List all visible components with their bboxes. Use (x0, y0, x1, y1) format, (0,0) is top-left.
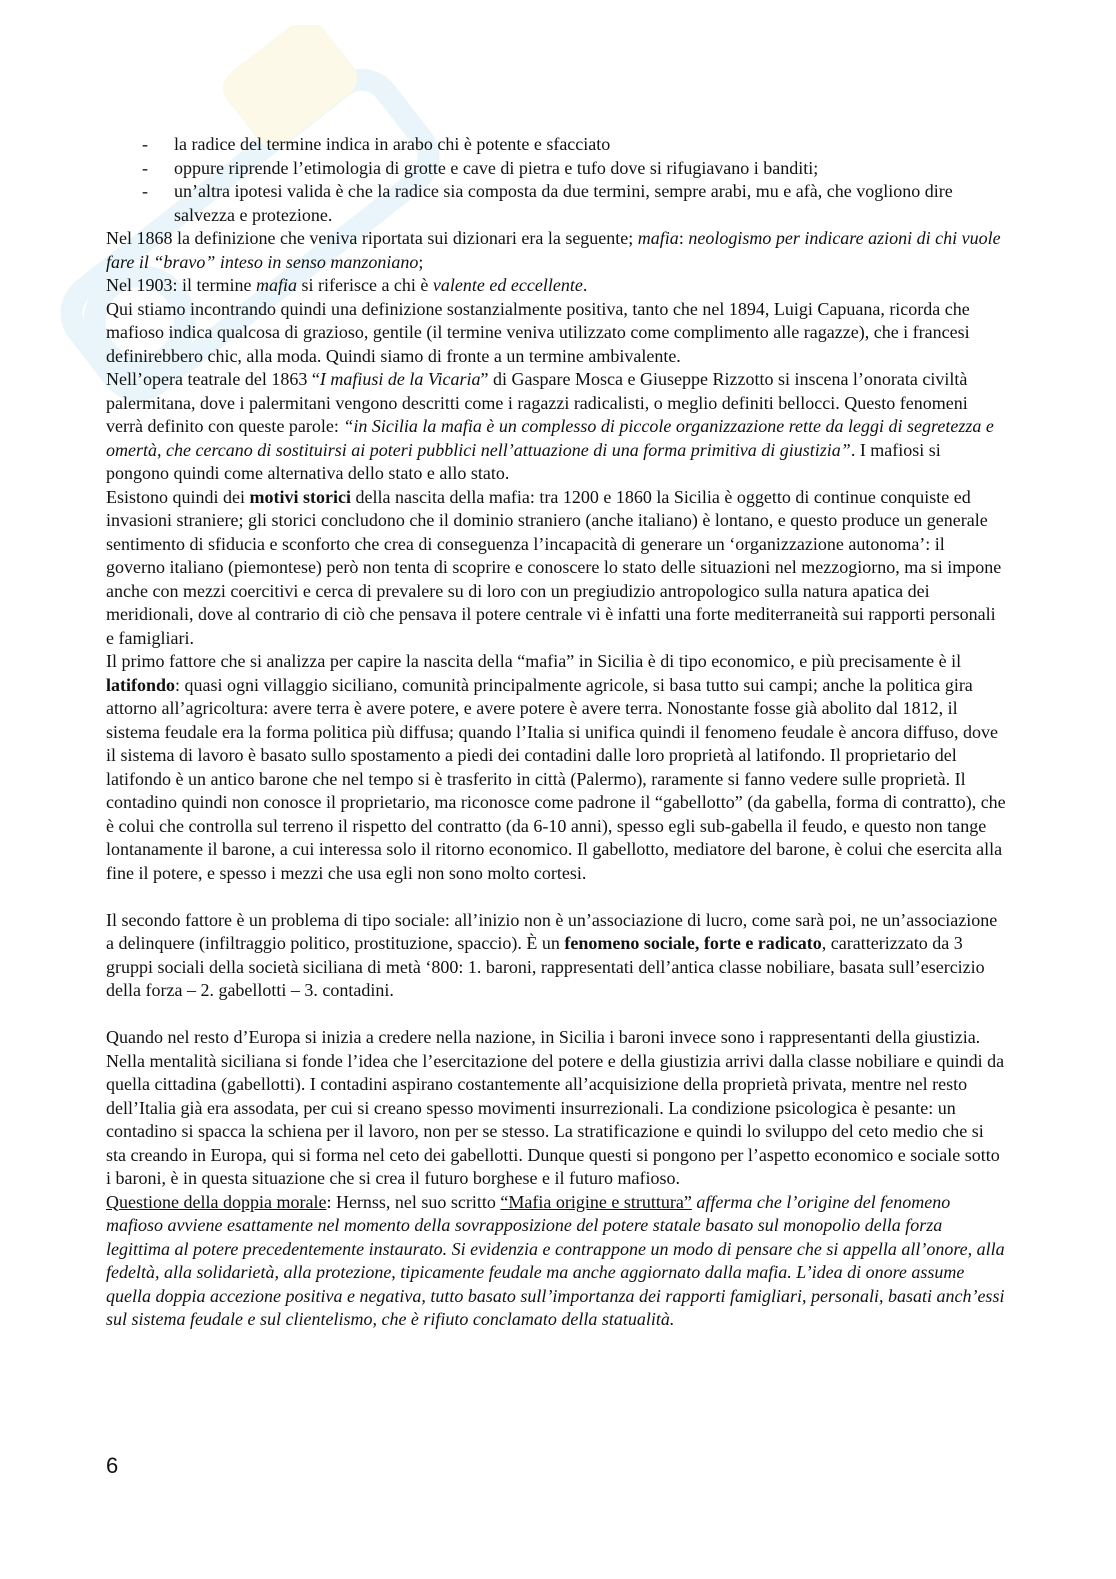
list-item-text: un’altra ipotesi valida è che la radice sia composta da due termini, sempre arabi, mu e afà, che vogliono dire salvezza e protezione. (174, 181, 953, 225)
paragraph-gap (106, 885, 1006, 909)
paragraph-europe-comparison: Quando nel resto d’Europa si inizia a credere nella nazione, in Sicilia i baroni invece sono i rappresentanti della giustizia. Nella mentalità siciliana si fonde l’idea che l’esercitazione del potere e della giustizia arrivi dalla classe nobiliare e quindi da quella cittadina (gabellotti). I contadini aspirano costantemente all’acquisizione della proprietà privata, mentre nel resto dell’Italia già era assodata, per cui si creano spesso movimenti insurrezionali. La condizione psicologica è pesante: un contadino si spacca la schiena per il lavoro, non per se stesso. La stratificazione e quindi lo sviluppo del ceto medio che si sta creando in Europa, qui si forma nel ceto dei gabellotti. Dunque questi si pongono per l’aspetto economico e sociale sotto i baroni, è in questa situazione che si crea il futuro borghese e il futuro mafioso. (106, 1027, 1005, 1188)
paragraph-latifondo (106, 650, 1006, 885)
text-run: . (582, 275, 588, 295)
bullet-dash: - (142, 157, 148, 178)
text-run: ; (418, 251, 424, 272)
bold-run: motivi storici (249, 486, 351, 507)
italic-run: mafia (637, 228, 679, 248)
paragraph-gap (106, 1003, 1006, 1027)
page-number: 6 (106, 1453, 119, 1478)
list-item (106, 180, 1006, 227)
text-run: Nel 1903: il termine (106, 275, 256, 295)
italic-run: “in Sicilia la mafia è un complesso di piccole organizzazione rette da leggi di segretezza e omertà, che cercano di sostituirsi ai poteri pubblici nell’attuazione di una forma primitiva di giustizia” (106, 416, 994, 460)
underline-run: “Mafia origine e struttura” (500, 1191, 692, 1212)
list-item-text: la radice del termine indica in arabo chi è potente e sfacciato (174, 134, 611, 154)
italic-run: mafia (255, 275, 297, 295)
paragraph-positive-definition: Qui stiamo incontrando quindi una definizione sostanzialmente positiva, tanto che nel 1894, Luigi Capuana, ricorda che mafioso indica qualcosa di grazioso, gentile (il termine veniva utilizzato come complimento alle ragazze), che i francesi definirebbero chic, alla moda. Quindi siamo di fronte a un termine ambivalente. (106, 298, 970, 366)
bold-run: fenomeno sociale, forte e radicato (564, 933, 822, 953)
text-run: . I mafiosi si pongono quindi come alternativa dello stato e allo stato. (106, 439, 941, 483)
text-run: Il primo fattore che si analizza per capire la nascita della “mafia” in Sicilia è di tipo economico, e più precisamente è il (106, 651, 962, 671)
underline-run: Questione della doppia morale (106, 1191, 327, 1212)
document-page (106, 133, 1006, 1332)
text-run: si riferisce a chi è (296, 275, 433, 295)
italic-run: I mafiusi de la Vicaria (319, 369, 481, 389)
paragraph-historical-motives (106, 486, 1006, 651)
italic-run: neologismo per indicare azioni di chi vuole fare il “bravo” inteso in senso manzoniano (106, 228, 1001, 272)
text-run: Nel 1868 la definizione che veniva riportata sui dizionari era la seguente; (106, 228, 638, 248)
paragraph-theatre-work (106, 368, 1006, 486)
paragraph-1868-definition (106, 227, 1006, 274)
bullet-dash: - (142, 181, 148, 201)
paragraph-double-morality (106, 1191, 1006, 1332)
bullet-dash: - (142, 134, 148, 154)
text-run: : Hernss, nel suo scritto (326, 1191, 501, 1212)
text-run: Esistono quindi dei (106, 486, 250, 507)
italic-run: afferma che l’origine del fenomeno mafioso avviene esattamente nel momento della sovrapposizione del potere statale basato sul monopolio della forza legittima al potere precedentemente instaurato. Si evidenzia e contrappone un modo di pensare che si appella all’onore, alla fedeltà, alla solidarietà, alla protezione, tipicamente feudale ma anche aggiornato dalla mafia. L’idea di onore assume quella doppia accezione positiva e negativa, tutto basato sull’importanza dei rapporti famigliari, personali, basati anch’essi sul sistema feudale e sul clientelismo, che è rifiuto conclamato della statualità. (106, 1191, 1005, 1329)
italic-run: valente ed eccellente (432, 275, 583, 295)
list-item (106, 133, 1006, 157)
text-run: : (678, 228, 689, 248)
text-run: : quasi ogni villaggio siciliano, comunità principalmente agricole, si basa tutto sui campi; anche la politica gira attorno all’agricoltura: avere terra è avere potere, e avere potere è avere terra. Nonostante fosse già abolito dal 1812, il sistema feudale era la forma politica più diffusa; quando l’Italia si unifica quindi il fenomeno feudale è ancora diffuso, dove il sistema di lavoro è basato sullo spostamento a piedi dei contadini dalle loro proprietà al latifondo. Il proprietario del latifondo è un antico barone che nel tempo si è trasferito in città (Palermo), raramente si fanno vedere sulle proprietà. Il contadino quindi non conosce il proprietario, ma riconosce come padrone il “gabellotto” (da gabella, forma di contratto), che è colui che controlla sul terreno il rispetto del contratto (da 6-10 anni), spesso egli sub-gabella il feudo, e questo non tange lontanamente il barone, a cui interessa solo il ritorno economico. Il gabellotto, mediatore del barone, è colui che esercita alla fine il potere, e spesso i mezzi che usa egli non sono molto cortesi. (106, 674, 1006, 883)
text-run: , caratterizzato da 3 gruppi sociali della società siciliana di metà ‘800: 1. baroni, rappresentati dell’antica classe nobiliare, basata sull’esercizio della forza – 2. gabellotti – 3. contadini. (106, 933, 985, 1000)
paragraph-1903-definition (106, 274, 1006, 298)
text-run: Il secondo fattore è un problema di tipo sociale: all’inizio non è un’associazione di lucro, come sarà poi, ne un’associazione a delinquere (infiltraggio politico, prostituzione, spaccio). È un (106, 909, 998, 953)
list-item (106, 157, 1006, 181)
etymology-list (106, 133, 1006, 227)
list-item-text: oppure riprende l’etimologia di grotte e cave di pietra e tufo dove si rifugiavano i banditi; (174, 157, 819, 178)
text-run: della nascita della mafia: tra 1200 e 1860 la Sicilia è oggetto di continue conquiste ed invasioni straniere; gli storici concludono che il dominio straniero (anche italiano) è lontano, e questo produce un generale sentimento di sfiducia e sconforto che crea di conseguenza l’incapacità di generare un ‘organizzazione autonoma’: il governo italiano (piemontese) però non tenta di scoprire e conoscere lo stato delle situazioni nel mezzogiorno, ma si impone anche con mezzi coercitivi e cerca di prevalere su di loro con un pregiudizio antropologico sulla natura apatica dei meridionali, dove al contrario di ciò che pensava il potere centrale vi è infatti una forte mediterraneità sui rapporti personali e famigliari. (106, 486, 1002, 648)
text-run: Nell’opera teatrale del 1863 “ (106, 369, 320, 389)
text-run: ” di Gaspare Mosca e Giuseppe Rizzotto si inscena l’onorata civiltà palermitana, dove i palermitani vengono descritti come i ragazzi radicalisti, o meglio definiti bellocci. Questo fenomeni verrà definito con queste parole: (106, 369, 968, 436)
paragraph-social-factor (106, 909, 1006, 1003)
bold-run: latifondo (106, 674, 176, 695)
